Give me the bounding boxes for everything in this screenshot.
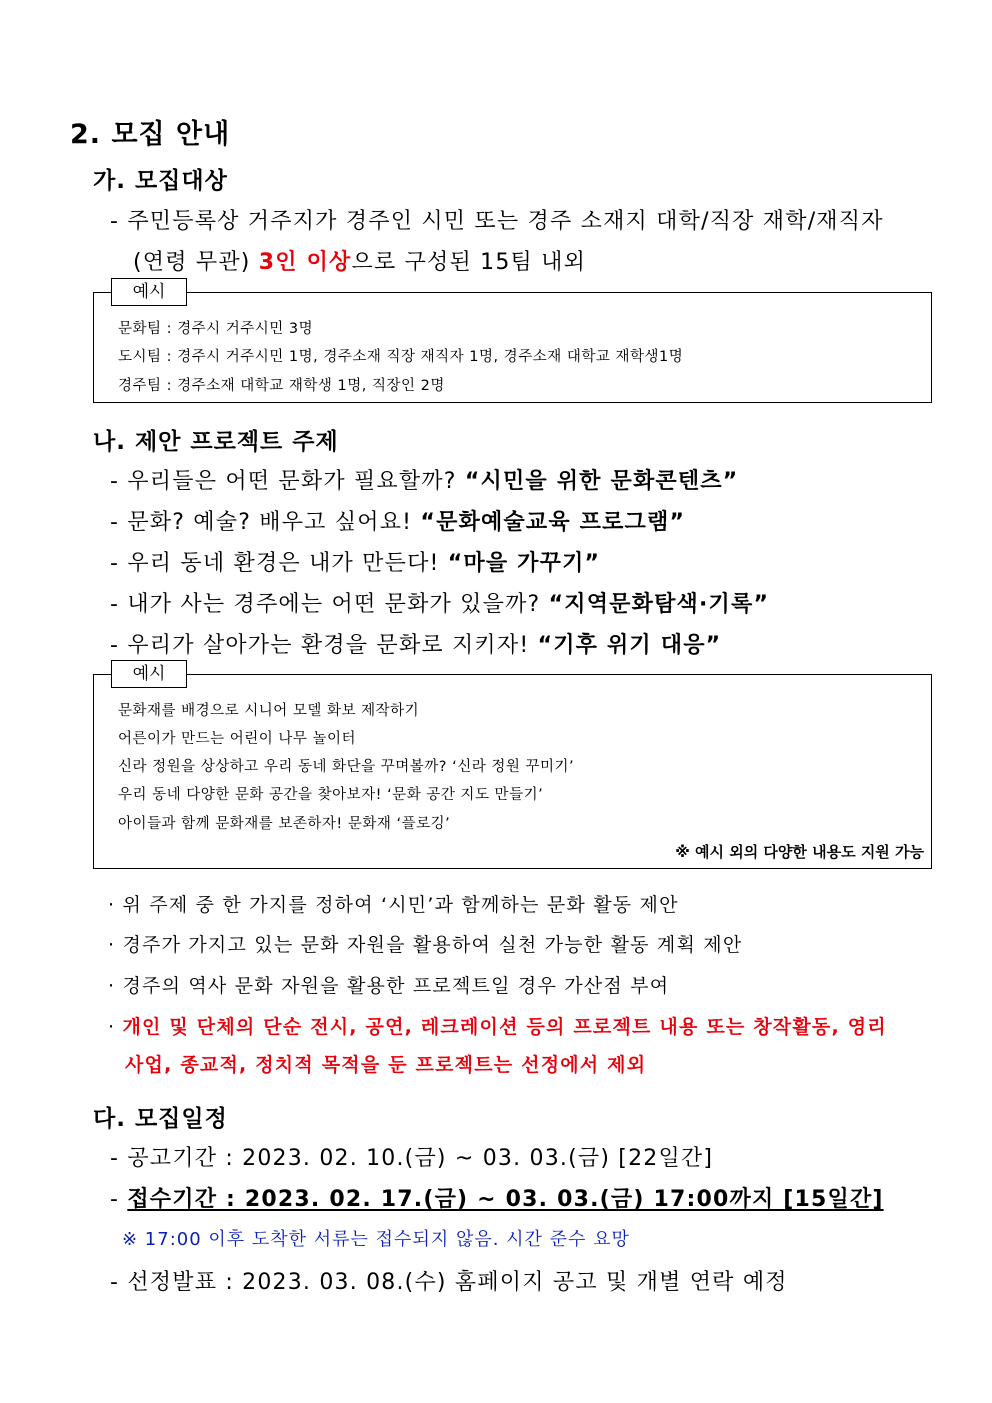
theme-warning-line-1 xyxy=(108,1012,887,1039)
schedule-receive-text: 접수기간 : 2023. 02. 17.(금) ~ 03. 03.(금) 17:00까지 [15일간] xyxy=(127,1187,884,1212)
theme-item-title: “문화예술교육 프로그램” xyxy=(420,510,686,535)
theme-item-text: - 문화? 예술? 배우고 싶어요! xyxy=(110,510,421,535)
theme-example-item: 신라 정원을 상상하고 우리 동네 화단을 꾸며볼까? ‘신라 정원 꾸미기’ xyxy=(118,759,575,775)
schedule-receive-dash: - xyxy=(110,1187,128,1212)
target-line-2-pre: (연령 무관) xyxy=(133,250,259,275)
theme-warning-text: 개인 및 단체의 단순 전시, 공연, 레크레이션 등의 프로젝트 내용 또는 창작활동, 영리 xyxy=(122,1016,887,1038)
theme-item xyxy=(110,464,738,495)
target-example-item: 경주팀 : 경주소재 대학교 재학생 1명, 직장인 2명 xyxy=(118,378,445,394)
theme-example-note: ※ 예시 외의 다양한 내용도 지원 가능 xyxy=(675,843,924,861)
theme-warning-dot: · xyxy=(108,1016,116,1038)
theme-bullet: · 경주의 역사 문화 자원을 활용한 프로젝트일 경우 가산점 부여 xyxy=(108,975,670,997)
schedule-receive-note: ※ 17:00 이후 도착한 서류는 접수되지 않음. 시간 준수 요망 xyxy=(122,1229,630,1250)
schedule-announce: - 공고기간 : 2023. 02. 10.(금) ~ 03. 03.(금) [22일간] xyxy=(110,1146,714,1171)
theme-example-item: 어른이가 만드는 어린이 나무 놀이터 xyxy=(118,731,357,747)
target-line-2 xyxy=(133,245,586,276)
theme-example-item: 문화재를 배경으로 시니어 모델 화보 제작하기 xyxy=(118,703,420,719)
theme-item-text: - 우리 동네 환경은 내가 만든다! xyxy=(110,551,448,576)
theme-example-label: 예시 xyxy=(111,660,187,688)
section-title: 2. 모집 안내 xyxy=(70,119,231,150)
theme-example-box xyxy=(93,664,932,869)
theme-item-text: - 우리가 살아가는 환경을 문화로 지키자! xyxy=(110,633,538,658)
theme-item xyxy=(110,546,600,577)
theme-item-text: - 우리들은 어떤 문화가 필요할까? xyxy=(110,469,465,494)
target-example-item: 도시팀 : 경주시 거주시민 1명, 경주소재 직장 재직자 1명, 경주소재 대학교 재학생1명 xyxy=(118,349,684,365)
theme-heading: 나. 제안 프로젝트 주제 xyxy=(93,429,339,455)
target-example-item: 문화팀 : 경주시 거주시민 3명 xyxy=(118,321,314,337)
theme-item xyxy=(110,587,769,618)
theme-item-title: “기후 위기 대응” xyxy=(537,633,722,658)
theme-item-title: “지역문화탐색·기록” xyxy=(548,592,770,617)
target-highlight: 3인 이상 xyxy=(258,250,352,275)
theme-warning-line-2: 사업, 종교적, 정치적 목적을 둔 프로젝트는 선정에서 제외 xyxy=(125,1054,647,1076)
target-example-box xyxy=(93,282,932,403)
target-heading: 가. 모집대상 xyxy=(93,168,228,194)
theme-item-title: “시민을 위한 문화콘텐츠” xyxy=(464,469,739,494)
theme-example-item: 우리 동네 다양한 문화 공간을 찾아보자! ‘문화 공간 지도 만들기’ xyxy=(118,787,544,803)
theme-bullet: · 위 주제 중 한 가지를 정하여 ‘시민’과 함께하는 문화 활동 제안 xyxy=(108,894,679,916)
theme-item xyxy=(110,505,685,536)
target-example-label: 예시 xyxy=(111,278,187,306)
target-line-1: - 주민등록상 거주지가 경주인 시민 또는 경주 소재지 대학/직장 재학/재직자 xyxy=(110,209,884,234)
target-line-2-post: 으로 구성된 15팀 내외 xyxy=(351,250,587,275)
schedule-result: - 선정발표 : 2023. 03. 08.(수) 홈페이지 공고 및 개별 연락 예정 xyxy=(110,1270,788,1295)
theme-item-title: “마을 가꾸기” xyxy=(447,551,601,576)
theme-bullet: · 경주가 가지고 있는 문화 자원을 활용하여 실천 가능한 활동 계획 제안 xyxy=(108,934,743,956)
theme-item-text: - 내가 사는 경주에는 어떤 문화가 있을까? xyxy=(110,592,549,617)
theme-example-item: 아이들과 함께 문화재를 보존하자! 문화재 ‘플로깅’ xyxy=(118,816,451,832)
schedule-receive xyxy=(110,1182,884,1213)
schedule-heading: 다. 모집일정 xyxy=(93,1106,228,1132)
theme-item xyxy=(110,628,721,659)
